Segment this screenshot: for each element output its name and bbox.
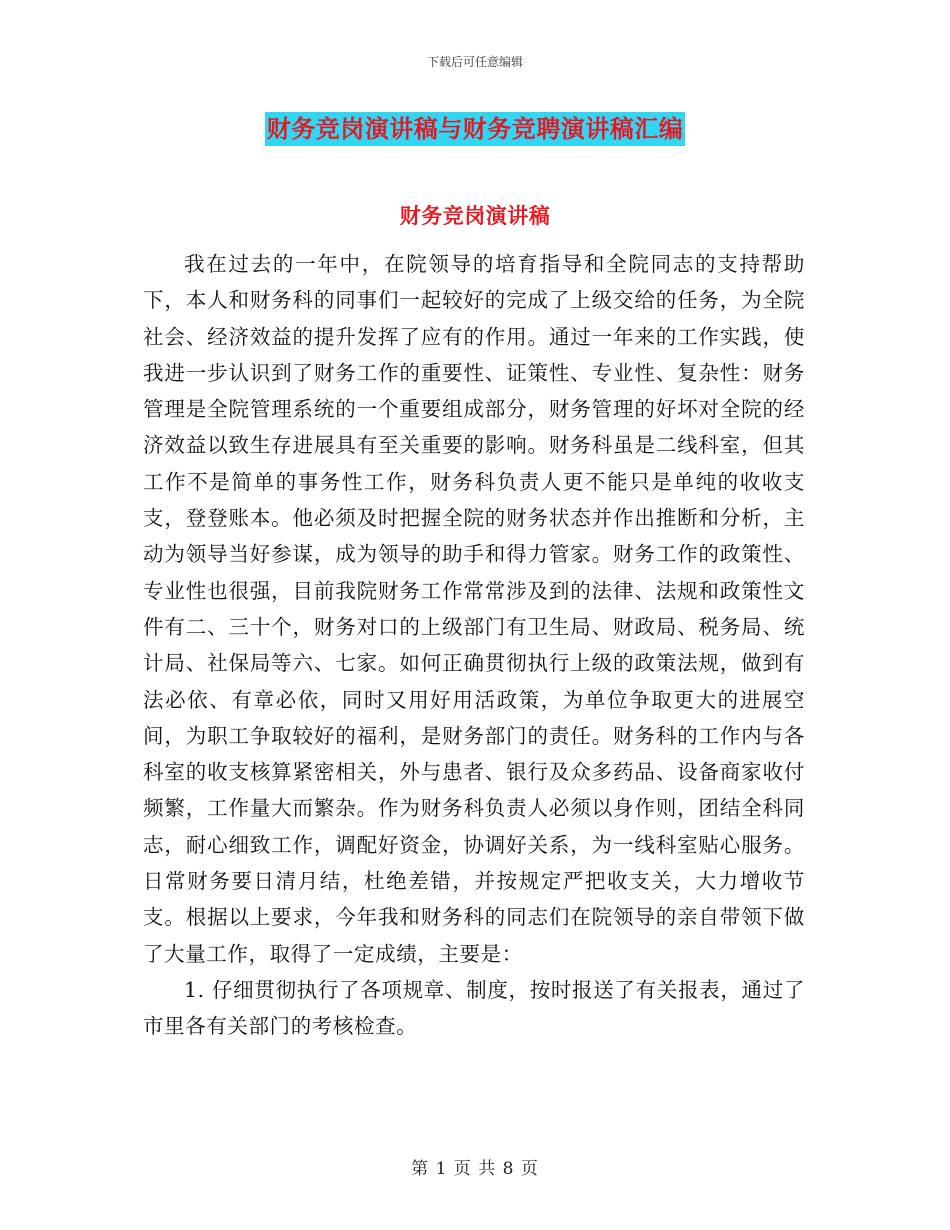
title-wrap: [0, 112, 950, 146]
paragraph: 1. 仔细贯彻执行了各项规章、制度，按时报送了有关报表，通过了市里各有关部门的考核检查。: [143, 977, 805, 1039]
document-title: 财务竞岗演讲稿与财务竞聘演讲稿汇编: [265, 112, 686, 146]
body-text: [143, 246, 805, 1045]
header-note: 下载后可任意编辑: [426, 55, 523, 69]
page-number: 第 1 页 共 8 页: [411, 1159, 539, 1179]
paragraph: 我在过去的一年中，在院领导的培育指导和全院同志的支持帮助下，本人和财务科的同事们一起较好的完成了上级交给的任务，为全院社会、经济效益的提升发挥了应有的作用。通过一年来的工作实践，使我进一步认识到了财务工作的重要性、证策性、专业性、复杂性：财务管理是全院管理系统的一个重要组成部分，财务管理的好坏对全院的经济效益以致生存进展具有至关重要的影响。财务科虽是二线科室，但其工作不是简单的事务性工作，财务科负责人更不能只是单纯的收收支支，登登账本。他必须及时把握全院的财务状态并作出推断和分析，主动为领导当好参谋，成为领导的助手和得力管家。财务工作的政策性、专业性也很强，目前我院财务工作常常涉及到的法律、法规和政策性文件有二、三十个，财务对口的上级部门有卫生局、财政局、税务局、统计局、社保局等六、七家。如何正确贯彻执行上级的政策法规，做到有法必依、有章必依，同时又用好用活政策，为单位争取更大的进展空间，为职工争取较好的福利，是财务部门的责任。财务科的工作内与各科室的收支核算紧密相关，外与患者、银行及众多药品、设备商家收付频繁，工作量大而繁杂。作为财务科负责人必须以身作则，团结全科同志，耐心细致工作，调配好资金，协调好关系，为一线科室贴心服务。日常财务要日清月结，杜绝差错，并按规定严把收支关，大力增收节支。根据以上要求，今年我和财务科的同志们在院领导的亲自带领下做了大量工作，取得了一定成绩，主要是：: [143, 252, 805, 966]
section-title: 财务竞岗演讲稿: [399, 203, 551, 228]
